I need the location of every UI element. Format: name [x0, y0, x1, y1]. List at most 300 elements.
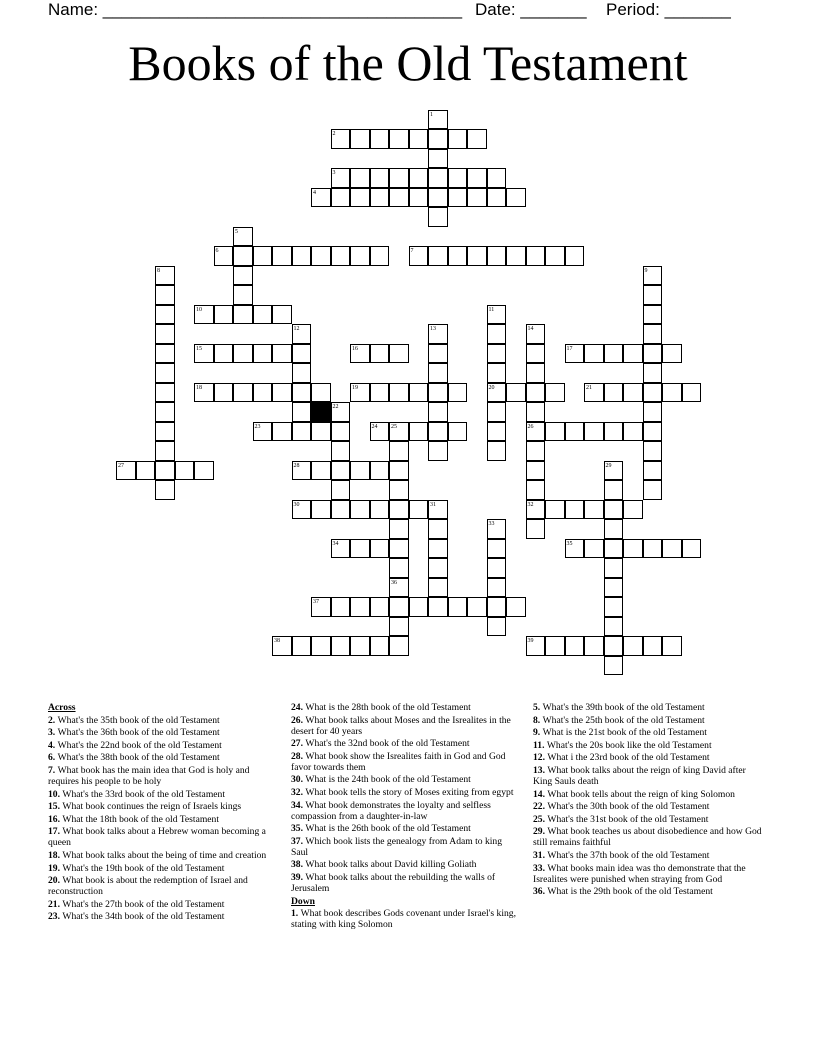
- grid-cell[interactable]: [350, 539, 370, 559]
- grid-cell[interactable]: [233, 285, 253, 305]
- grid-cell[interactable]: [448, 597, 468, 617]
- grid-cell[interactable]: [428, 149, 448, 169]
- grid-cell[interactable]: [331, 188, 351, 208]
- clue-number-label: 20.: [48, 875, 63, 887]
- grid-cell[interactable]: [428, 188, 448, 208]
- clue-text: What is the 21st book of the old Testament: [542, 727, 707, 739]
- grid-cell[interactable]: [487, 344, 507, 364]
- grid-cell[interactable]: [584, 344, 604, 364]
- grid-cell[interactable]: [623, 500, 643, 520]
- grid-cell[interactable]: [331, 597, 351, 617]
- grid-cell[interactable]: [448, 246, 468, 266]
- grid-cell[interactable]: [662, 344, 682, 364]
- clue-number: 23: [254, 423, 261, 430]
- grid-cell[interactable]: [370, 500, 390, 520]
- grid-cell[interactable]: [233, 266, 253, 286]
- grid-cell[interactable]: [487, 558, 507, 578]
- grid-cell[interactable]: [389, 188, 409, 208]
- grid-cell[interactable]: [350, 636, 370, 656]
- grid-cell[interactable]: [487, 617, 507, 637]
- grid-cell[interactable]: [272, 246, 292, 266]
- grid-cell[interactable]: [331, 422, 351, 442]
- clue-number: 29: [605, 462, 612, 469]
- grid-cell[interactable]: [331, 500, 351, 520]
- grid-cell[interactable]: [643, 441, 663, 461]
- grid-cell[interactable]: [487, 324, 507, 344]
- grid-cell[interactable]: [233, 246, 253, 266]
- grid-cell[interactable]: [155, 363, 175, 383]
- grid-cell[interactable]: [370, 539, 390, 559]
- grid-cell[interactable]: [331, 636, 351, 656]
- clue-number: 10: [196, 306, 202, 313]
- clue-number-label: 15.: [48, 801, 63, 813]
- grid-cell[interactable]: [311, 422, 331, 442]
- clue-number: 36: [391, 579, 397, 586]
- grid-cell[interactable]: [623, 344, 643, 364]
- grid-cell[interactable]: [389, 441, 409, 461]
- page-title: Books of the Old Testament: [128, 35, 688, 91]
- grid-cell[interactable]: [604, 636, 624, 656]
- grid-cell[interactable]: [604, 558, 624, 578]
- clue-text: What's the 25th book of the old Testament: [542, 714, 705, 726]
- grid-cell[interactable]: [389, 558, 409, 578]
- down-clue: [533, 826, 763, 848]
- grid-cell[interactable]: [233, 383, 253, 403]
- grid-cell[interactable]: [545, 422, 565, 442]
- grid-cell[interactable]: [389, 383, 409, 403]
- grid-cell[interactable]: [350, 597, 370, 617]
- clue-number-label: 2.: [48, 714, 58, 726]
- clue-number: 1: [430, 111, 433, 118]
- grid-cell[interactable]: [428, 363, 448, 383]
- clue-number-label: 30.: [291, 774, 306, 786]
- down-clue: [533, 715, 763, 726]
- grid-cell[interactable]: [643, 636, 663, 656]
- grid-cell[interactable]: [487, 246, 507, 266]
- grid-cell[interactable]: [604, 500, 624, 520]
- grid-cell[interactable]: [487, 578, 507, 598]
- grid-cell[interactable]: [370, 246, 390, 266]
- clue-text: What's the 32nd book of the old Testament: [305, 738, 470, 750]
- grid-cell[interactable]: [467, 168, 487, 188]
- grid-cell[interactable]: [428, 207, 448, 227]
- clue-number: 12: [293, 326, 300, 332]
- clue-number-label: 10.: [48, 788, 63, 800]
- grid-cell[interactable]: [428, 558, 448, 578]
- clue-number: 18: [196, 384, 202, 391]
- clue-text: What is the 28th book of the old Testament: [305, 702, 471, 713]
- grid-cell[interactable]: [428, 539, 448, 559]
- clue-text: What book show the Isrealites faith in God and God favor towards them: [291, 750, 506, 773]
- clue-number-label: 5.: [533, 702, 543, 713]
- grid-cell[interactable]: [253, 344, 273, 364]
- clue-number-label: 14.: [533, 788, 548, 800]
- clue-number-label: 13.: [533, 764, 548, 776]
- grid-cell[interactable]: [331, 461, 351, 481]
- grid-cell[interactable]: [311, 500, 331, 520]
- grid-cell[interactable]: [604, 480, 624, 500]
- grid-cell[interactable]: [643, 461, 663, 481]
- across-clue: [48, 814, 274, 825]
- clue-number: 39: [527, 638, 534, 644]
- name-field-label: Name: ______________________________________: [48, 0, 463, 19]
- across-clue: [291, 715, 516, 737]
- across-clue: [48, 740, 274, 751]
- grid-cell[interactable]: [565, 636, 585, 656]
- grid-cell[interactable]: [311, 636, 331, 656]
- grid-cell[interactable]: [233, 344, 253, 364]
- clue-number: 26: [527, 423, 534, 430]
- grid-cell[interactable]: [253, 246, 273, 266]
- down-clue: [533, 702, 763, 713]
- grid-cell[interactable]: [428, 441, 448, 461]
- clue-number: 37: [313, 599, 319, 605]
- grid-cell[interactable]: [623, 539, 643, 559]
- grid-cell[interactable]: [370, 344, 390, 364]
- grid-cell[interactable]: [292, 383, 312, 403]
- clue-text: Which book lists the genealogy from Adam to king Saul: [291, 835, 503, 858]
- across-clue: [48, 752, 274, 763]
- grid-cell[interactable]: [311, 383, 331, 403]
- grid-cell[interactable]: [428, 402, 448, 422]
- grid-cell[interactable]: [604, 344, 624, 364]
- grid-cell[interactable]: [448, 129, 468, 149]
- grid-cell[interactable]: [623, 636, 643, 656]
- grid-cell[interactable]: [292, 246, 312, 266]
- grid-cell[interactable]: [292, 344, 312, 364]
- period-field-label: Period: _______: [606, 0, 731, 19]
- grid-cell[interactable]: [506, 246, 526, 266]
- clue-text: What's the 37th book of the old Testament: [547, 849, 710, 861]
- grid-cell[interactable]: [409, 168, 429, 188]
- grid-cell[interactable]: [643, 383, 663, 403]
- grid-cell[interactable]: [350, 168, 370, 188]
- across-clue: [48, 826, 274, 848]
- grid-cell[interactable]: [272, 383, 292, 403]
- grid-cell[interactable]: [409, 383, 429, 403]
- clue-text: What books main idea was tho demonstrate that the Isrealites were punished when straying from God: [533, 862, 746, 885]
- clue-number-label: 29.: [533, 826, 548, 838]
- grid-cell[interactable]: [643, 305, 663, 325]
- grid-cell[interactable]: [389, 129, 409, 149]
- grid-cell[interactable]: [331, 480, 351, 500]
- clue-number-label: 28.: [291, 750, 306, 762]
- grid-cell[interactable]: [487, 597, 507, 617]
- grid-cell[interactable]: [604, 383, 624, 403]
- grid-cell[interactable]: [292, 422, 312, 442]
- clue-number-label: 36.: [533, 886, 548, 898]
- grid-cell[interactable]: [662, 636, 682, 656]
- grid-cell[interactable]: [526, 246, 546, 266]
- grid-cell[interactable]: [272, 422, 292, 442]
- grid-cell[interactable]: [175, 461, 195, 481]
- clue-number-label: 8.: [533, 714, 543, 726]
- grid-cell[interactable]: [643, 324, 663, 344]
- grid-cell[interactable]: [389, 539, 409, 559]
- grid-cell[interactable]: [604, 617, 624, 637]
- grid-cell[interactable]: [643, 422, 663, 442]
- grid-cell[interactable]: [389, 168, 409, 188]
- grid-cell[interactable]: [604, 519, 624, 539]
- grid-cell[interactable]: [389, 519, 409, 539]
- grid-cell[interactable]: [526, 480, 546, 500]
- grid-cell[interactable]: [662, 383, 682, 403]
- grid-cell[interactable]: [526, 402, 546, 422]
- clue-number: 28: [293, 462, 300, 469]
- down-clue: [533, 886, 763, 897]
- grid-cell[interactable]: [604, 597, 624, 617]
- grid-cell[interactable]: [682, 539, 702, 559]
- grid-cell[interactable]: [526, 519, 546, 539]
- grid-cell[interactable]: [448, 188, 468, 208]
- down-clue: [533, 814, 763, 825]
- clue-text: What book tells about the reign of king Solomon: [547, 788, 735, 800]
- grid-cell[interactable]: [584, 500, 604, 520]
- clue-number: 2: [332, 131, 336, 137]
- grid-cell[interactable]: [370, 383, 390, 403]
- grid-cell[interactable]: [545, 636, 565, 656]
- grid-cell[interactable]: [604, 422, 624, 442]
- grid-cell[interactable]: [526, 344, 546, 364]
- grid-cell[interactable]: [272, 344, 292, 364]
- clue-number: 16: [352, 345, 358, 352]
- grid-cell[interactable]: [311, 461, 331, 481]
- grid-cell[interactable]: [682, 383, 702, 403]
- clue-number: 24: [371, 423, 378, 430]
- clue-number-label: 21.: [48, 898, 63, 910]
- clue-number-label: 17.: [48, 826, 63, 838]
- grid-cell[interactable]: [584, 422, 604, 442]
- grid-cell[interactable]: [409, 129, 429, 149]
- grid-cell[interactable]: [643, 480, 663, 500]
- grid-cell[interactable]: [428, 578, 448, 598]
- clue-number: 5: [235, 228, 238, 235]
- grid-cell[interactable]: [331, 441, 351, 461]
- grid-cell[interactable]: [253, 305, 273, 325]
- across-clue: [48, 727, 274, 738]
- grid-cell[interactable]: [155, 461, 175, 481]
- grid-cell[interactable]: [350, 129, 370, 149]
- grid-cell[interactable]: [428, 422, 448, 442]
- grid-cell[interactable]: [604, 656, 624, 676]
- clue-number-label: 38.: [291, 859, 306, 871]
- down-clue: [533, 789, 763, 800]
- grid-cell[interactable]: [155, 305, 175, 325]
- grid-cell[interactable]: [643, 539, 663, 559]
- clue-text: What book talks about the being of time and creation: [62, 849, 267, 861]
- grid-cell[interactable]: [155, 480, 175, 500]
- grid-cell[interactable]: [643, 363, 663, 383]
- grid-cell[interactable]: [487, 539, 507, 559]
- grid-cell[interactable]: [409, 422, 429, 442]
- grid-cell[interactable]: [428, 519, 448, 539]
- grid-cell[interactable]: [233, 305, 253, 325]
- grid-cell[interactable]: [389, 461, 409, 481]
- grid-cell[interactable]: [565, 500, 585, 520]
- grid-cell[interactable]: [409, 500, 429, 520]
- grid-cell[interactable]: [506, 597, 526, 617]
- grid-cell[interactable]: [350, 188, 370, 208]
- grid-cell[interactable]: [428, 597, 448, 617]
- grid-cell[interactable]: [389, 500, 409, 520]
- grid-cell[interactable]: [448, 383, 468, 403]
- grid-cell[interactable]: [155, 441, 175, 461]
- grid-cell[interactable]: [643, 344, 663, 364]
- clue-number-label: 26.: [291, 714, 306, 726]
- grid-cell[interactable]: [292, 402, 312, 422]
- grid-cell[interactable]: [448, 422, 468, 442]
- grid-cell[interactable]: [526, 461, 546, 481]
- grid-cell[interactable]: [565, 422, 585, 442]
- clue-number-label: 7.: [48, 764, 58, 776]
- grid-cell[interactable]: [526, 383, 546, 403]
- grid-cell[interactable]: [389, 617, 409, 637]
- grid-cell[interactable]: [155, 344, 175, 364]
- grid-cell[interactable]: [194, 461, 214, 481]
- grid-cell[interactable]: [428, 246, 448, 266]
- clue-text: What's the 20s book like the old Testament: [546, 739, 712, 751]
- grid-cell[interactable]: [487, 168, 507, 188]
- clue-number-label: 11.: [533, 739, 547, 751]
- grid-cell[interactable]: [428, 344, 448, 364]
- clue-number: 19: [352, 384, 358, 391]
- grid-cell[interactable]: [448, 168, 468, 188]
- clue-number: 38: [274, 638, 280, 644]
- grid-cell[interactable]: [604, 539, 624, 559]
- grid-cell[interactable]: [292, 636, 312, 656]
- grid-cell[interactable]: [506, 383, 526, 403]
- grid-cell[interactable]: [467, 597, 487, 617]
- grid-cell[interactable]: [155, 422, 175, 442]
- grid-cell[interactable]: [545, 246, 565, 266]
- grid-cell[interactable]: [214, 383, 234, 403]
- grid-cell[interactable]: [155, 285, 175, 305]
- across-clue: [48, 801, 274, 812]
- clue-number: 33: [488, 521, 495, 527]
- down-clue: [533, 863, 763, 885]
- grid-cell[interactable]: [584, 539, 604, 559]
- clue-text: What book talks about David killing Goliath: [305, 859, 477, 871]
- grid-cell[interactable]: [155, 324, 175, 344]
- clue-number: 9: [644, 267, 648, 274]
- down-clue: [533, 801, 763, 812]
- grid-cell[interactable]: [604, 578, 624, 598]
- grid-cell[interactable]: [428, 129, 448, 149]
- grid-cell[interactable]: [370, 597, 390, 617]
- grid-cell[interactable]: [428, 168, 448, 188]
- grid-cell[interactable]: [487, 402, 507, 422]
- grid-cell[interactable]: [155, 383, 175, 403]
- grid-cell[interactable]: [506, 188, 526, 208]
- grid-cell[interactable]: [155, 402, 175, 422]
- grid-cell[interactable]: [409, 188, 429, 208]
- clue-text: What book talks about the rebuilding the walls of Jerusalem: [291, 871, 496, 894]
- grid-cell[interactable]: [487, 441, 507, 461]
- across-clue: [48, 911, 274, 922]
- clue-text: What book teaches us about disobedience and how God still remains faithful: [533, 826, 762, 849]
- clue-number: 32: [527, 501, 534, 508]
- grid-cell[interactable]: [487, 363, 507, 383]
- clue-number: 31: [430, 501, 436, 508]
- grid-cell[interactable]: [272, 305, 292, 325]
- grid-cell[interactable]: [428, 383, 448, 403]
- grid-cell[interactable]: [467, 129, 487, 149]
- grid-cell[interactable]: [350, 246, 370, 266]
- grid-cell[interactable]: [370, 188, 390, 208]
- grid-cell[interactable]: [487, 188, 507, 208]
- grid-cell[interactable]: [350, 500, 370, 520]
- clue-number-label: 32.: [291, 786, 306, 798]
- clue-number-label: 23.: [48, 911, 63, 923]
- grid-cell[interactable]: [389, 480, 409, 500]
- grid-cell[interactable]: [409, 597, 429, 617]
- clue-text: What's the 22nd book of the old Testament: [57, 739, 222, 751]
- across-heading: Across: [48, 702, 76, 713]
- grid-cell[interactable]: [643, 402, 663, 422]
- grid-cell[interactable]: [253, 383, 273, 403]
- grid-cell[interactable]: [545, 500, 565, 520]
- grid-cell[interactable]: [643, 285, 663, 305]
- clue-number: 34: [332, 540, 339, 547]
- clue-text: What book talks about the reign of king David after King Sauls death: [533, 764, 746, 787]
- clue-number-label: 24.: [291, 702, 306, 713]
- down-clue: [533, 850, 763, 861]
- grid-cell[interactable]: [311, 246, 331, 266]
- grid-cell[interactable]: [370, 461, 390, 481]
- grid-cell[interactable]: [136, 461, 156, 481]
- grid-cell[interactable]: [350, 461, 370, 481]
- down-clue: [291, 908, 516, 930]
- grid-cell[interactable]: [487, 422, 507, 442]
- grid-cell[interactable]: [662, 539, 682, 559]
- grid-cell[interactable]: [214, 305, 234, 325]
- across-clue: [48, 863, 274, 874]
- clue-number-label: 1.: [291, 908, 301, 920]
- grid-cell[interactable]: [214, 344, 234, 364]
- grid-cell[interactable]: [370, 129, 390, 149]
- grid-cell[interactable]: [389, 344, 409, 364]
- clue-text: What's the 30th book of the old Testament: [547, 801, 710, 813]
- clue-text: What's the 38th book of the old Testament: [57, 752, 220, 764]
- across-clue: [291, 774, 516, 785]
- grid-cell[interactable]: [545, 383, 565, 403]
- grid-cell[interactable]: [526, 441, 546, 461]
- clue-number-label: 27.: [291, 738, 306, 750]
- grid-cell[interactable]: [331, 246, 351, 266]
- clue-number-label: 16.: [48, 813, 63, 825]
- grid-cell[interactable]: [623, 422, 643, 442]
- grid-cell[interactable]: [467, 188, 487, 208]
- grid-cell[interactable]: [389, 597, 409, 617]
- clue-text: What's the 34th book of the old Testament: [62, 911, 225, 923]
- clue-number: 3: [332, 170, 336, 176]
- grid-cell[interactable]: [370, 636, 390, 656]
- grid-cell[interactable]: [467, 246, 487, 266]
- clue-number: 30: [293, 501, 300, 508]
- grid-cell[interactable]: [565, 246, 585, 266]
- grid-cell[interactable]: [584, 636, 604, 656]
- clues-column-2: [291, 702, 516, 932]
- grid-cell[interactable]: [526, 363, 546, 383]
- across-clue-list-part-1: [48, 715, 274, 923]
- grid-cell[interactable]: [370, 168, 390, 188]
- clue-text: What book describes Gods covenant under Israel's king, stating with king Solomon: [291, 908, 516, 931]
- clue-number-label: 31.: [533, 849, 548, 861]
- grid-cell[interactable]: [292, 363, 312, 383]
- grid-cell[interactable]: [389, 636, 409, 656]
- clue-number-label: 35.: [291, 823, 306, 835]
- grid-cell[interactable]: [623, 383, 643, 403]
